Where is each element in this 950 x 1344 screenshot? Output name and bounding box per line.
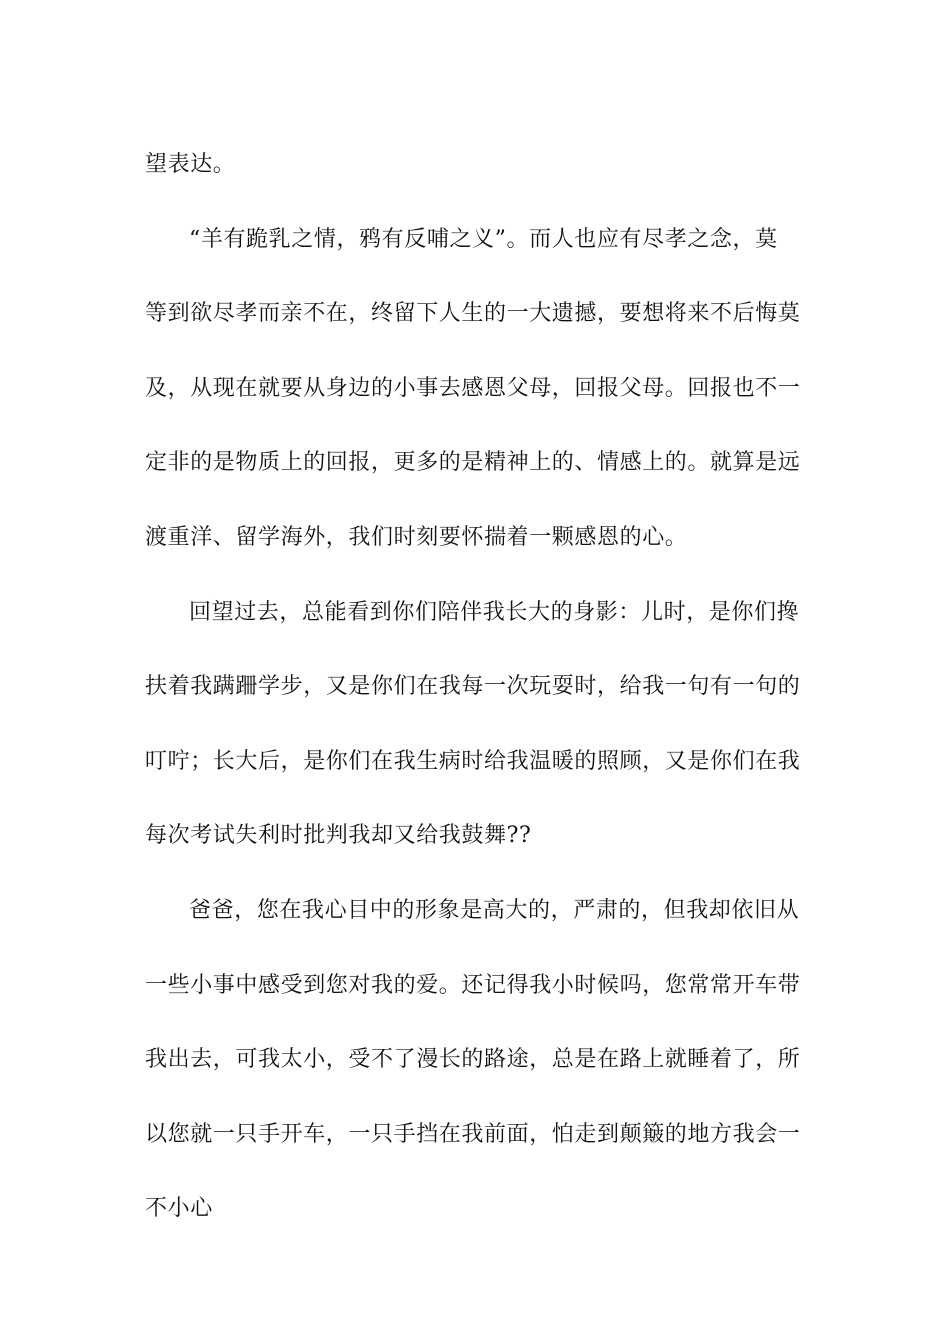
text-line: 回望过去，总能看到你们陪伴我长大的身影：儿时，是你们搀	[189, 599, 800, 625]
text-line: 每次考试失利时批判我却又给我鼓舞??	[145, 823, 532, 849]
text-line: 不小心	[145, 1196, 213, 1222]
text-line: “羊有跪乳之情，鸦有反哺之义”。而人也应有尽孝之念，莫	[189, 226, 778, 252]
text-line: 渡重洋、留学海外，我们时刻要怀揣着一颗感恩的心。	[145, 524, 688, 550]
text-line: 及，从现在就要从身边的小事去感恩父母，回报父母。回报也不一	[145, 375, 801, 401]
text-line: 我出去，可我太小，受不了漫长的路途，总是在路上就睡着了，所	[145, 1047, 801, 1073]
text-line: 望表达。	[145, 152, 236, 177]
text-line: 以您就一只手开车，一只手挡在我前面，怕走到颠簸的地方我会一	[145, 1121, 801, 1147]
document-body	[145, 128, 807, 1247]
text-line: 一些小事中感受到您对我的爱。还记得我小时候吗，您常常开车带	[145, 972, 801, 998]
text-line: 扶着我蹒跚学步，又是你们在我每一次玩耍时，给我一句有一句的	[145, 674, 801, 700]
text-line: 爸爸，您在我心目中的形象是高大的，严肃的，但我却依旧从	[189, 897, 800, 923]
text-line: 定非的是物质上的回报，更多的是精神上的、情感上的。就算是远	[145, 450, 801, 476]
text-line: 等到欲尽孝而亲不在，终留下人生的一大遗撼，要想将来不后悔莫	[145, 301, 801, 327]
text-line: 叮咛；长大后，是你们在我生病时给我温暖的照顾，又是你们在我	[145, 748, 801, 774]
